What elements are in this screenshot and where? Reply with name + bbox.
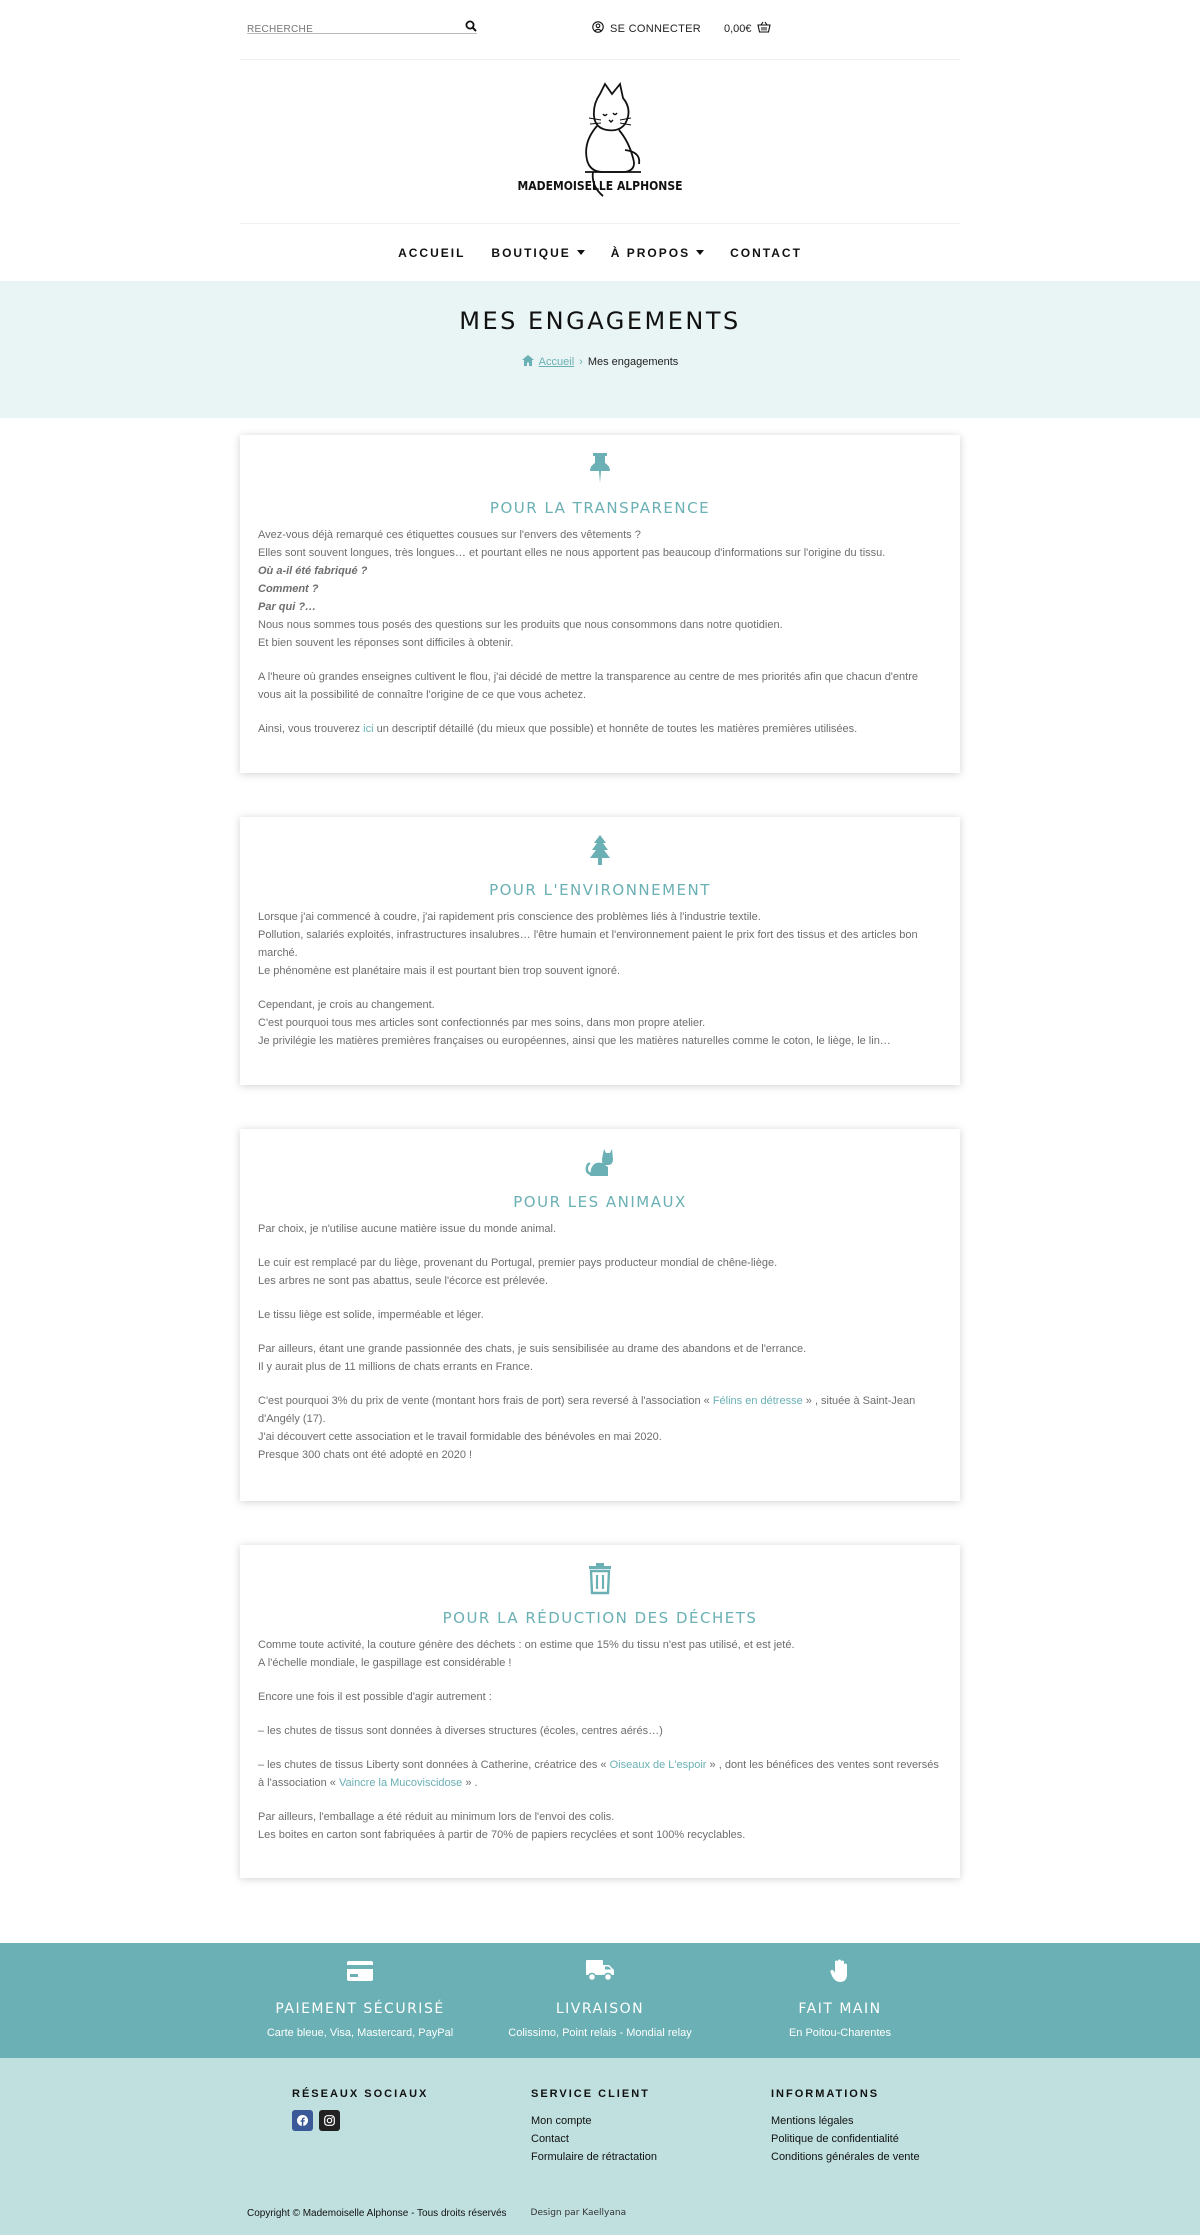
top-bar <box>240 0 960 60</box>
section-text: Encore une fois il est possible d'agir autrement : <box>258 1691 492 1703</box>
nav-item-label: CONTACT <box>730 245 802 260</box>
section-text: Comme toute activité, la couture génère des déchets : on estime que 15% du tissu n'est pas utilisé, et est jeté. A l'échelle mondiale, le gaspillage est considérable ! <box>258 1639 795 1669</box>
cart-link[interactable] <box>724 21 771 36</box>
pin-icon <box>589 453 611 489</box>
feature-title: PAIEMENT SÉCURISÉ <box>275 2001 445 2017</box>
logo-text: MADEMOISELLE ALPHONSE <box>517 178 683 193</box>
section-text: – les chutes de tissus sont données à diverses structures (écoles, centres aérés…) <box>258 1725 663 1737</box>
home-icon <box>522 355 534 369</box>
feature-delivery <box>480 1943 720 2058</box>
footer-heading: RÉSEAUX SOCIAUX <box>292 2088 429 2100</box>
materials-link[interactable]: ici <box>363 723 374 735</box>
card-dechets <box>240 1545 960 1878</box>
section-title: POUR LA TRANSPARENCE <box>489 499 711 517</box>
card-transparence <box>240 435 960 773</box>
mucoviscidose-link[interactable]: Vaincre la Mucoviscidose <box>338 1777 463 1789</box>
nav-item-label: ACCUEIL <box>398 245 466 260</box>
page-title: MES ENGAGEMENTS <box>459 307 741 335</box>
basket-icon <box>757 21 771 36</box>
copyright-bar <box>247 2208 626 2219</box>
feature-title: FAIT MAIN <box>798 2001 882 2017</box>
section-text: Le cuir est remplacé par du liège, provenant du Portugal, premier pays producteur mondial de chêne-liège. Les arbres ne sont pas abattus, seule l'écorce est prélevée. <box>258 1257 778 1287</box>
caret-down-icon <box>696 250 704 255</box>
footer-heading: SERVICE CLIENT <box>531 2088 650 2100</box>
instagram-icon[interactable] <box>319 2110 340 2131</box>
page-banner <box>0 281 1200 418</box>
search-icon[interactable] <box>465 19 477 37</box>
user-icon <box>592 21 604 36</box>
section-text: – les chutes de tissus Liberty sont données à Catherine, créatrice des « Oiseaux de L'espoir » , dont les bénéfices des ventes sont reversés à l'association « Vaincre la Mucoviscidose » . <box>258 1759 939 1789</box>
nav-item-accueil[interactable] <box>398 246 465 260</box>
feature-subtitle: Colissimo, Point relais - Mondial relay <box>508 2027 692 2039</box>
footer-link-cgv[interactable]: Conditions générales de vente <box>771 2151 920 2163</box>
site-logo[interactable] <box>517 80 683 204</box>
section-text: Cependant, je crois au changement. C'est pourquoi tous mes articles sont confectionnés par mes soins, dans mon propre atelier. Je privilégie les matières premières françaises ou européennes, ainsi que les matières naturelles comme le coton, le liège, le lin… <box>258 999 891 1047</box>
logo-zone <box>240 60 960 224</box>
section-text: Par ailleurs, l'emballage a été réduit au minimum lors de l'envoi des colis. Les boites en carton sont fabriquées à partir de 70% de papiers recyclées et sont 100% recyclables. <box>258 1811 746 1841</box>
search-input[interactable] <box>247 23 447 37</box>
login-label: SE CONNECTER <box>610 22 701 35</box>
breadcrumb-home-link[interactable]: Accueil <box>538 356 575 368</box>
copyright-text: Copyright © Mademoiselle Alphonse - Tous droits réservés <box>247 2208 507 2219</box>
section-text: Ainsi, vous trouverez ici un descriptif détaillé (du mieux que possible) et honnête de toutes les matières premières utilisées. <box>258 723 858 735</box>
breadcrumb-separator: › <box>579 356 583 368</box>
cart-amount: 0,00€ <box>724 22 752 35</box>
section-text: Par ailleurs, étant une grande passionnée des chats, je suis sensibilisée au drame des abandons et de l'errance. Il y aurait plus de 11 millions de chats errants en France. <box>258 1343 807 1373</box>
nav-item-label: À PROPOS <box>610 245 691 260</box>
nav-item-label: BOUTIQUE <box>491 245 571 260</box>
feature-title: LIVRAISON <box>555 2001 645 2017</box>
credit-card-icon <box>347 1961 373 1986</box>
cat-logo-icon <box>517 80 683 204</box>
feature-subtitle: Carte bleue, Visa, Mastercard, PayPal <box>266 2027 454 2039</box>
card-animaux <box>240 1129 960 1501</box>
truck-icon <box>586 1960 614 1987</box>
footer-link-mon-compte[interactable]: Mon compte <box>531 2115 592 2127</box>
breadcrumb <box>0 355 1200 369</box>
feature-subtitle: En Poitou-Charentes <box>788 2027 892 2039</box>
section-title: POUR L'ENVIRONNEMENT <box>489 881 711 899</box>
tree-icon <box>589 835 611 871</box>
footer-heading: INFORMATIONS <box>771 2088 880 2100</box>
nav-item-contact[interactable] <box>730 246 802 260</box>
section-text: Avez-vous déjà remarqué ces étiquettes cousues sur l'envers des vêtements ? Elles sont souvent longues, très longues… et pourtant elles ne nous apportent pas beaucoup d'informations sur l'origine du tissu. Où a-il été fabriqué ? Comment ? Par qui ?… Nous nous sommes tous posés des questions sur les produits que nous consommons dans notre quotidien. Et bien souvent les réponses sont difficiles à obtenir. <box>258 529 886 649</box>
breadcrumb-current: Mes engagements <box>587 356 679 368</box>
cat-icon <box>586 1147 614 1183</box>
section-text: A l'heure où grandes enseignes cultivent le flou, j'ai décidé de mettre la transparence au centre de mes priorités afin que chacun d'entre vous ait la possibilité de connaître l'origine de ce que vous achetez. <box>258 671 918 701</box>
design-credit: Design par Kaellyana <box>530 2208 627 2218</box>
footer-link-mentions[interactable]: Mentions légales <box>771 2115 854 2127</box>
main-nav <box>0 224 1200 281</box>
footer-link-confidentialite[interactable]: Politique de confidentialité <box>771 2133 899 2145</box>
hand-icon <box>830 1959 850 1988</box>
footer-social <box>292 2088 428 2131</box>
feature-handmade <box>720 1943 960 2058</box>
card-environnement <box>240 817 960 1085</box>
facebook-icon[interactable] <box>292 2110 313 2131</box>
footer-service <box>531 2088 657 2166</box>
feature-payment <box>240 1943 480 2058</box>
footer-link-retractation[interactable]: Formulaire de rétractation <box>531 2151 657 2163</box>
caret-down-icon <box>577 250 585 255</box>
trash-icon <box>588 1563 612 1599</box>
login-link[interactable] <box>592 21 701 36</box>
felins-link[interactable]: Félins en détresse <box>712 1395 803 1407</box>
features-band <box>0 1943 1200 2058</box>
section-text: Le tissu liège est solide, imperméable et léger. <box>258 1309 484 1321</box>
nav-item-à-propos[interactable] <box>611 246 704 260</box>
search-form <box>247 19 477 34</box>
section-text: C'est pourquoi 3% du prix de vente (montant hors frais de port) sera reversé à l'association « Félins en détresse » , située à Saint-Jean d'Angély (17). J'ai découvert cette association et le travail formidable des bénévoles en mai 2020. Presque 300 chats ont été adopté en 2020 ! <box>258 1395 916 1461</box>
nav-item-boutique[interactable] <box>491 246 584 260</box>
footer-info <box>771 2088 920 2166</box>
oiseaux-link[interactable]: Oiseaux de L'espoir <box>609 1759 707 1771</box>
section-text: Lorsque j'ai commencé à coudre, j'ai rapidement pris conscience des problèmes liés à l'industrie textile. Pollution, salariés exploités, infrastructures insalubres… l'être humain et l'environnement paient le prix fort des tissus et des articles bon marché. Le phénomène est planétaire mais il est pourtant bien trop souvent ignoré. <box>258 911 918 977</box>
section-text: Par choix, je n'utilise aucune matière issue du monde animal. <box>258 1223 557 1235</box>
footer-link-contact[interactable]: Contact <box>531 2133 569 2145</box>
section-title: POUR LES ANIMAUX <box>513 1193 687 1211</box>
site-footer <box>0 2058 1200 2235</box>
section-title: POUR LA RÉDUCTION DES DÉCHETS <box>442 1609 758 1627</box>
